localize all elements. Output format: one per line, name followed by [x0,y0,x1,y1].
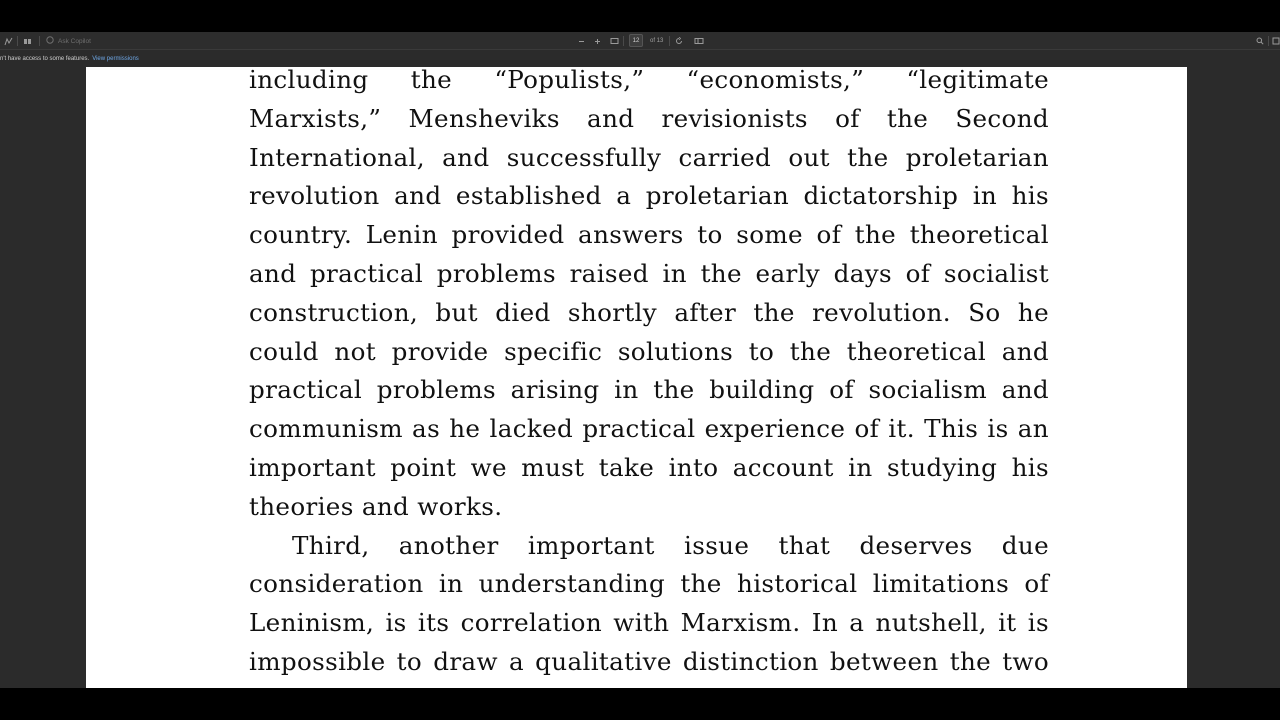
fit-page-icon[interactable] [610,35,619,47]
text-line: International, and successfully carried out the proletarian [249,142,1049,172]
view-permissions-link[interactable]: View permissions [92,56,139,62]
text-line: Third, another important issue that deserves due [292,530,1049,560]
page-count: of 13 [650,38,664,44]
zoom-in-icon[interactable] [594,35,601,47]
document-viewport[interactable] [0,67,1280,688]
more-icon[interactable] [1272,35,1280,47]
pdf-page [86,67,1187,688]
text-line: construction, but died shortly after the revolution. So he [249,297,1049,327]
text-line: and practical problems raised in the early days of socialist [249,258,1049,288]
zoom-out-icon[interactable] [578,35,585,47]
current-page: 12 [632,37,640,44]
pdf-toolbar [0,32,1280,50]
text-line: could not provide specific solutions to the theoretical and [249,336,1049,366]
page-number-input[interactable] [629,34,643,47]
ask-copilot-placeholder: Ask Copilot [58,37,91,45]
text-line: practical problems arising in the building of socialism and [249,375,1049,405]
page-text [249,67,1049,682]
text-line: Leninism, is its correlation with Marxism. In a nutshell, it is [249,608,1049,638]
ask-copilot-input[interactable] [46,35,91,47]
draw-icon[interactable] [4,35,13,47]
search-icon[interactable] [1256,35,1264,47]
text-line: including the “Populists,” “economists,” “legitimate [249,67,1049,94]
copilot-icon [46,36,54,46]
pdf-viewer-window [0,32,1280,688]
text-line: consideration in understanding the historical limitations of [249,569,1049,599]
rotate-icon[interactable] [675,35,683,47]
text-line: impossible to draw a qualitative distinction between the two [249,646,1049,676]
permission-notice-bar [0,51,1280,67]
letterbox-bottom [0,688,1280,720]
text-line: country. Lenin provided answers to some of the theoretical [249,220,1049,250]
text-line: communism as he lacked practical experience of it. This is an [249,414,1049,444]
text-line: important point we must take into account in studying his [249,452,1049,482]
text-line: theories and works. [249,491,503,521]
text-line: revolution and established a proletarian dictatorship in his [249,181,1049,211]
read-aloud-icon[interactable] [23,35,33,47]
permission-message: n't have access to some features. [0,56,90,62]
page-view-icon[interactable] [694,35,704,47]
text-line: Marxists,” Mensheviks and revisionists of the Second [249,103,1049,133]
